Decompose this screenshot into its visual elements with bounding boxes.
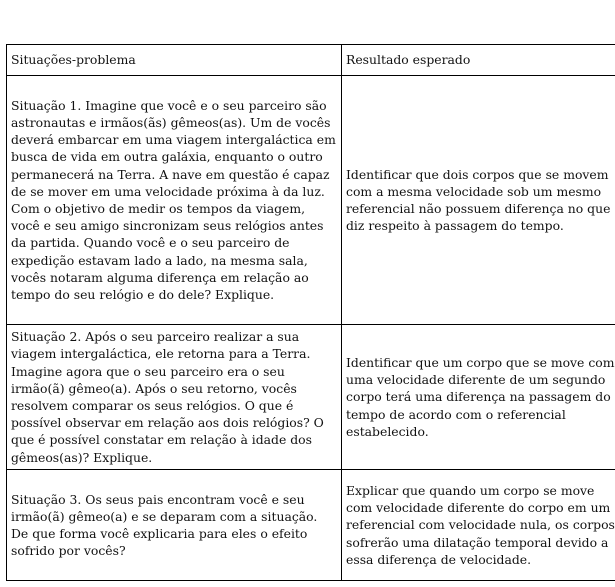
table-row bbox=[7, 470, 615, 581]
situation-cell bbox=[7, 325, 342, 470]
situations-table bbox=[6, 44, 615, 581]
expected-cell bbox=[342, 76, 615, 325]
header-situations-label: Situações-problema bbox=[11, 52, 136, 68]
expected-cell bbox=[342, 325, 615, 470]
table-row bbox=[7, 325, 615, 470]
expected-2-text: Identificar que um corpo que se move com uma velocidade diferente de um segundo corpo terá uma diferença na passagem do tempo de acordo com o referencial estabelecido. bbox=[346, 354, 615, 439]
header-expected-result-label: Resultado esperado bbox=[346, 52, 471, 68]
table-header-row bbox=[7, 45, 615, 76]
situation-1-text: Situação 1. Imagine que você e o seu parceiro são astronautas e irmãos(ãs) gêmeos(as). Um de vocês deverá embarcar em uma viagem intergaláctica em busca de vida em outra galáxia, enquanto o outro permanecerá na Terra. A nave em questão é capaz de se mover em uma velocidade próxima à da luz. Com o objetivo de medir os tempos da viagem, você e seu amigo sincronizam seus relógios antes da partida. Quando você e o seu parceiro de expedição estavam lado a lado, na mesma sala, vocês notaram alguma diferença em relação ao tempo do seu relógio e do dele? Explique. bbox=[11, 97, 336, 303]
situation-2-text: Situação 2. Após o seu parceiro realizar a sua viagem intergaláctica, ele retorna para a Terra. Imagine agora que o seu parceiro era o seu irmão(ã) gêmeo(a). Após o seu retorno, vocês resolvem comparar os seus relógios. O que é possível observar em relação aos dois relógios? O que é possível constatar em relação à idade dos gêmeos(as)? Explique. bbox=[11, 329, 324, 465]
expected-cell bbox=[342, 470, 615, 581]
header-expected-result bbox=[342, 45, 615, 76]
table-row bbox=[7, 76, 615, 325]
expected-1-text: Identificar que dois corpos que se movem com a mesma velocidade sob um mesmo referencial não possuem diferença no que diz respeito à passagem do tempo. bbox=[346, 166, 611, 234]
situation-cell bbox=[7, 76, 342, 325]
expected-3-text: Explicar que quando um corpo se move com velocidade diferente do corpo em um referencial com velocidade nula, os corpos sofrerão uma dilatação temporal devido a essa diferença de velocidade. bbox=[346, 482, 615, 567]
situation-cell bbox=[7, 470, 342, 581]
header-situations bbox=[7, 45, 342, 76]
situation-3-text: Situação 3. Os seus pais encontram você e seu irmão(ã) gêmeo(a) e se deparam com a situação. De que forma você explicaria para eles o efeito sofrido por vocês? bbox=[11, 491, 318, 559]
